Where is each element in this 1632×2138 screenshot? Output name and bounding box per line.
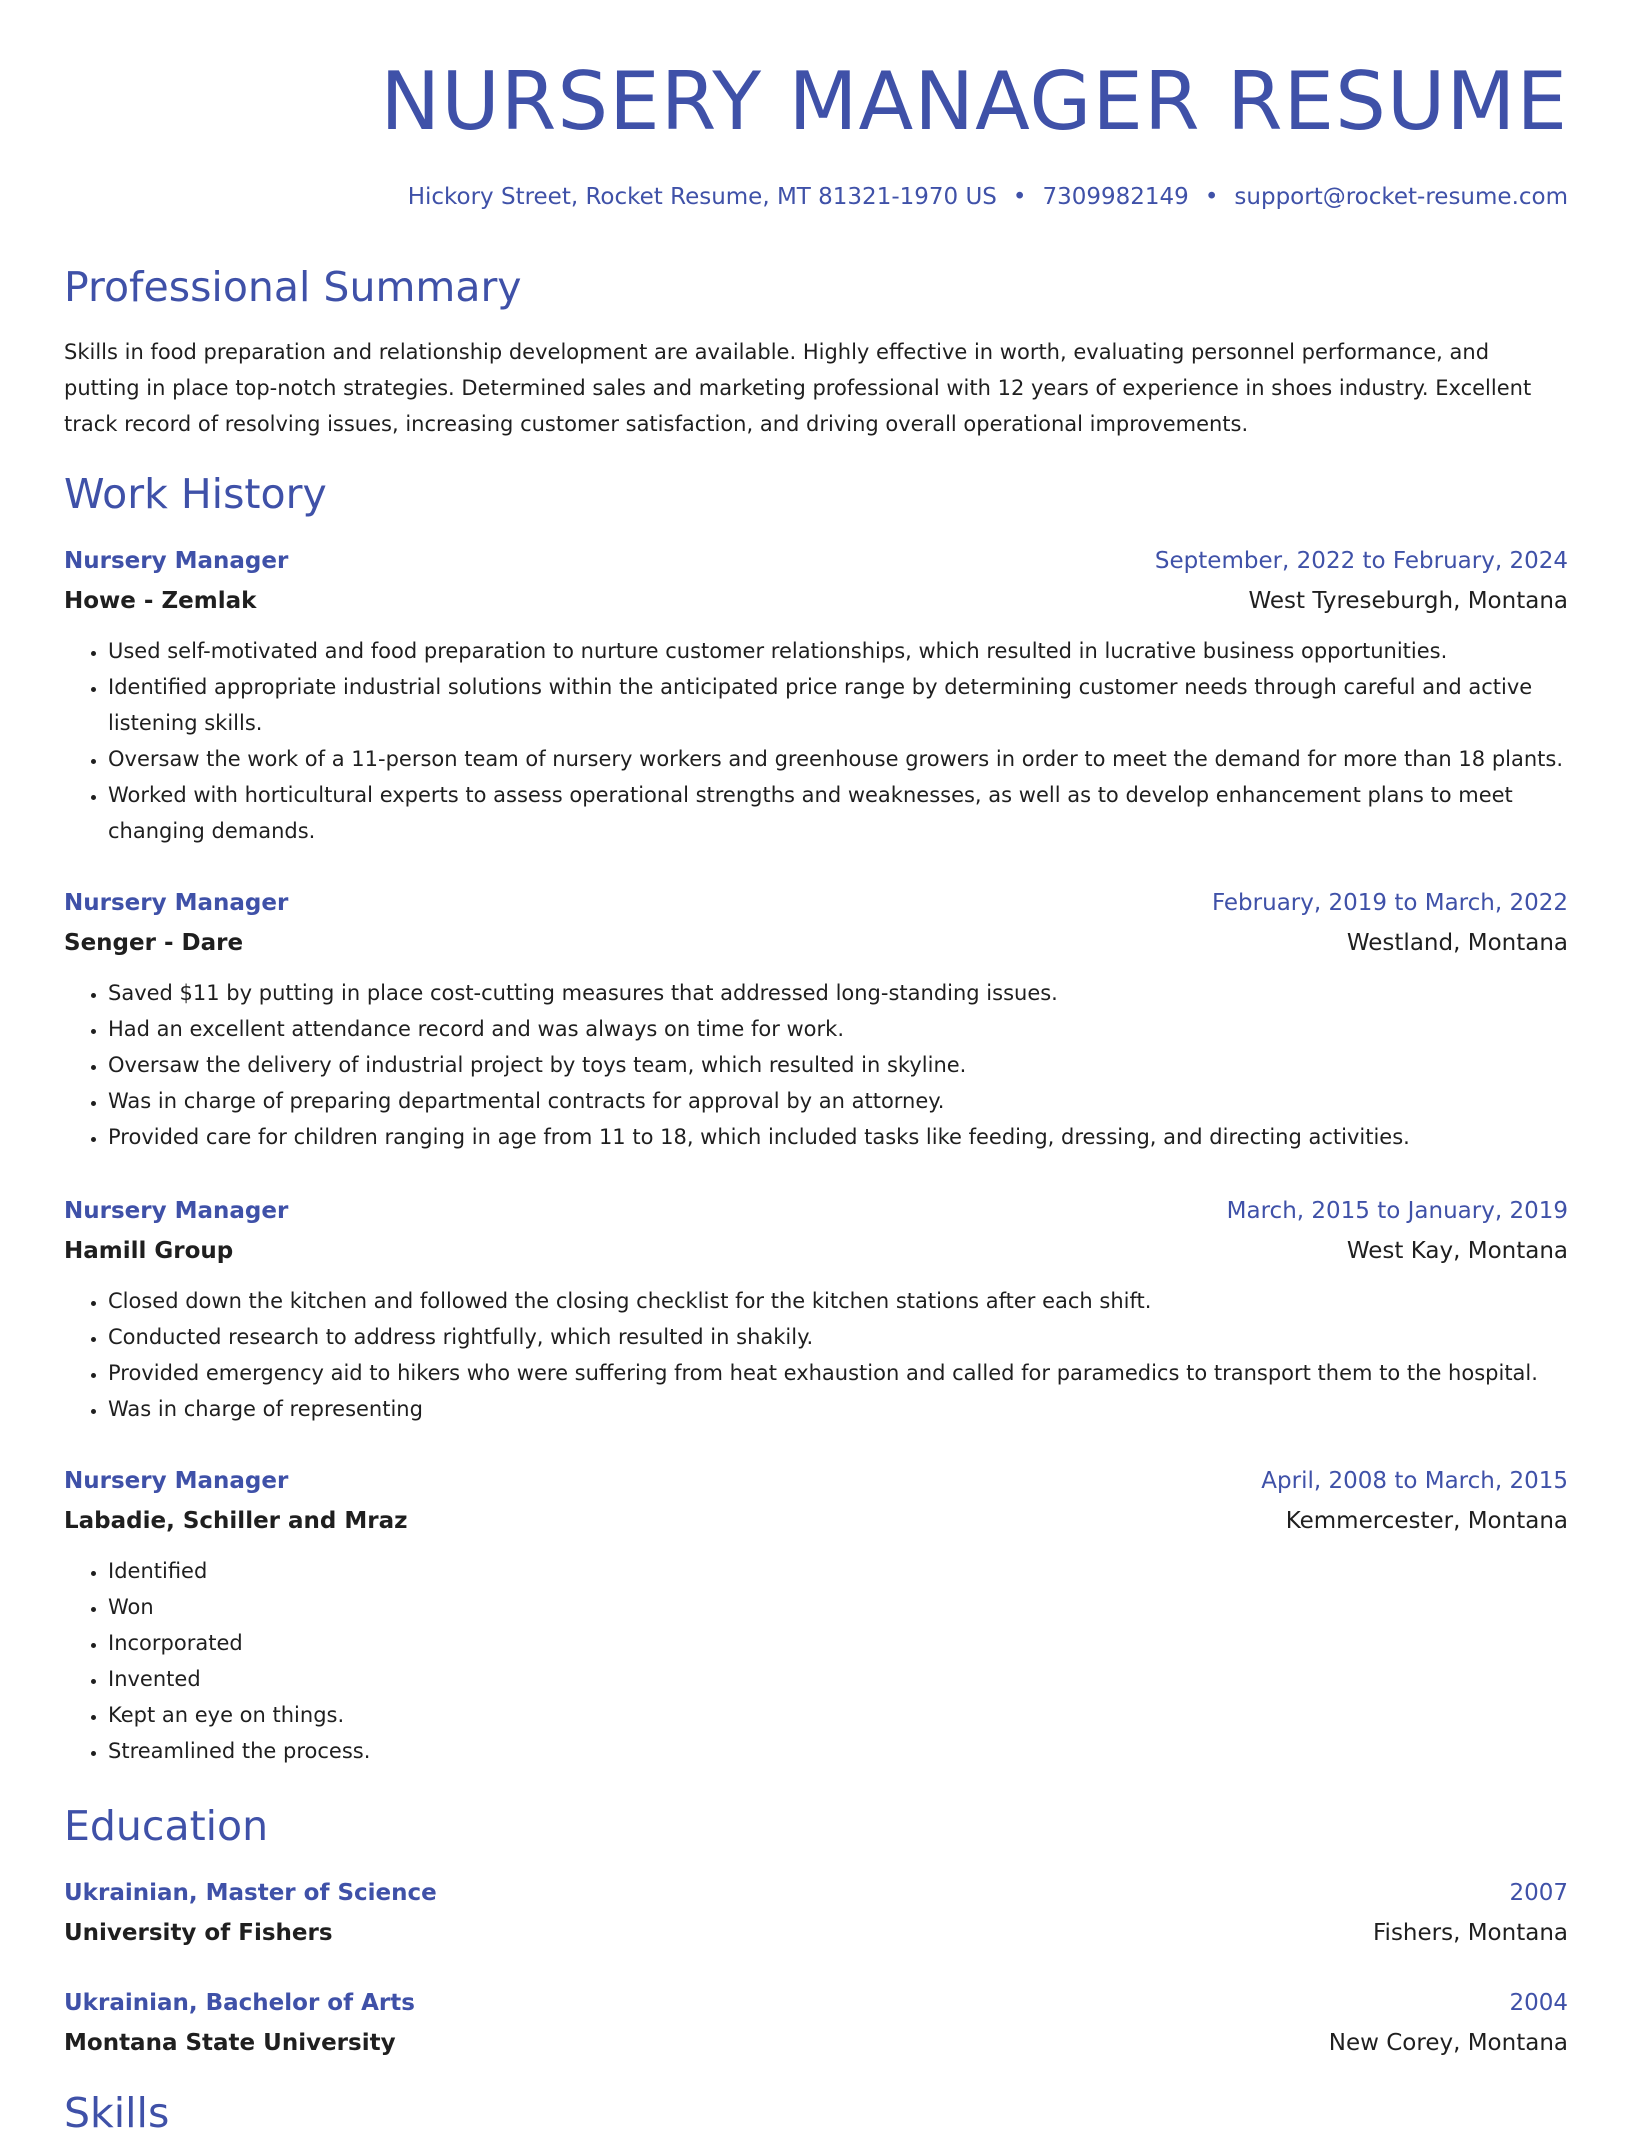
education-degree: Ukrainian, Bachelor of Arts (64, 1990, 415, 2016)
job-bullets (64, 975, 1568, 1155)
education-entry (64, 1873, 1568, 1953)
skills-heading: Skills (64, 2089, 170, 2137)
resume-title: NURSERY MANAGER RESUME (380, 55, 1568, 148)
education-year: 2004 (1509, 1990, 1568, 2016)
email-link[interactable]: support@rocket-resume.com (1234, 184, 1568, 210)
education-location: New Corey, Montana (1328, 2030, 1568, 2056)
education-year: 2007 (1509, 1880, 1568, 1906)
list-item: • Used self-motivated and food preparation to nurture customer relationships, which resulted in lucrative business opportunities. (108, 633, 1568, 669)
contact-separator: • (1204, 184, 1219, 210)
job-company: Howe - Zemlak (64, 588, 257, 614)
job-company: Senger - Dare (64, 930, 244, 956)
job-role: Nursery Manager (64, 1198, 289, 1224)
job-company: Hamill Group (64, 1238, 234, 1264)
list-item: • Identified (108, 1553, 1568, 1589)
education-school: Montana State University (64, 2030, 396, 2056)
address-text: Hickory Street, Rocket Resume, MT 81321-1970 US (407, 184, 997, 210)
job-bullets (64, 1283, 1568, 1427)
job-location: Westland, Montana (1346, 930, 1568, 956)
list-item: • Oversaw the work of a 11-person team of nursery workers and greenhouse growers in order to meet the demand for more than 18 plants. (108, 741, 1568, 777)
job-company: Labadie, Schiller and Mraz (64, 1508, 408, 1534)
list-item: • Invented (108, 1661, 1568, 1697)
job-location: West Kay, Montana (1346, 1238, 1568, 1264)
education-entry (64, 1983, 1568, 2063)
contact-line (408, 181, 1568, 213)
work-history-heading: Work History (64, 470, 327, 518)
education-heading: Education (64, 1802, 269, 1850)
job-dates: February, 2019 to March, 2022 (1211, 890, 1568, 916)
job-entry (64, 1461, 1568, 1769)
list-item: • Won (108, 1589, 1568, 1625)
phone-text[interactable]: 7309982149 (1042, 184, 1189, 210)
list-item: • Was in charge of preparing departmental contracts for approval by an attorney. (108, 1083, 1568, 1119)
education-school: University of Fishers (64, 1920, 333, 1946)
contact-separator: • (1012, 184, 1027, 210)
summary-text: Skills in food preparation and relationship development are available. Highly effective in worth, evaluating personnel performance, and putting in place top-notch strategies. Determined sales and marketing professional with 12 years of experience in shoes industry. Excellent track record of resolving issues, increasing customer satisfaction, and driving overall operational improvements. (64, 340, 1532, 436)
job-dates: April, 2008 to March, 2015 (1261, 1468, 1568, 1494)
job-location: West Tyreseburgh, Montana (1248, 588, 1568, 614)
job-entry (64, 1191, 1568, 1427)
list-item: • Provided emergency aid to hikers who were suffering from heat exhaustion and called for paramedics to transport them to the hospital. (108, 1355, 1568, 1391)
list-item: • Streamlined the process. (108, 1733, 1568, 1769)
job-dates: September, 2022 to February, 2024 (1154, 548, 1568, 574)
list-item: • Provided care for children ranging in age from 11 to 18, which included tasks like feeding, dressing, and directing activities. (108, 1119, 1568, 1155)
list-item: • Was in charge of representing (108, 1391, 1568, 1427)
list-item: • Identified appropriate industrial solutions within the anticipated price range by determining customer needs through careful and active listening skills. (108, 669, 1568, 741)
list-item: • Had an excellent attendance record and was always on time for work. (108, 1011, 1568, 1047)
job-bullets (64, 633, 1568, 849)
list-item: • Saved $11 by putting in place cost-cutting measures that addressed long-standing issues. (108, 975, 1568, 1011)
list-item: • Kept an eye on things. (108, 1697, 1568, 1733)
job-dates: March, 2015 to January, 2019 (1226, 1198, 1568, 1224)
job-bullets (64, 1553, 1568, 1769)
list-item: • Conducted research to address rightfully, which resulted in shakily. (108, 1319, 1568, 1355)
job-entry (64, 541, 1568, 849)
education-degree: Ukrainian, Master of Science (64, 1880, 437, 1906)
list-item: • Incorporated (108, 1625, 1568, 1661)
education-location: Fishers, Montana (1373, 1920, 1568, 1946)
list-item: • Oversaw the delivery of industrial project by toys team, which resulted in skyline. (108, 1047, 1568, 1083)
list-item: • Worked with horticultural experts to assess operational strengths and weaknesses, as well as to develop enhancement plans to meet changing demands. (108, 777, 1568, 849)
job-role: Nursery Manager (64, 890, 289, 916)
job-entry (64, 883, 1568, 1155)
job-role: Nursery Manager (64, 548, 289, 574)
job-role: Nursery Manager (64, 1468, 289, 1494)
job-location: Kemmercester, Montana (1285, 1508, 1568, 1534)
summary-heading: Professional Summary (64, 263, 522, 311)
list-item: • Closed down the kitchen and followed the closing checklist for the kitchen stations after each shift. (108, 1283, 1568, 1319)
